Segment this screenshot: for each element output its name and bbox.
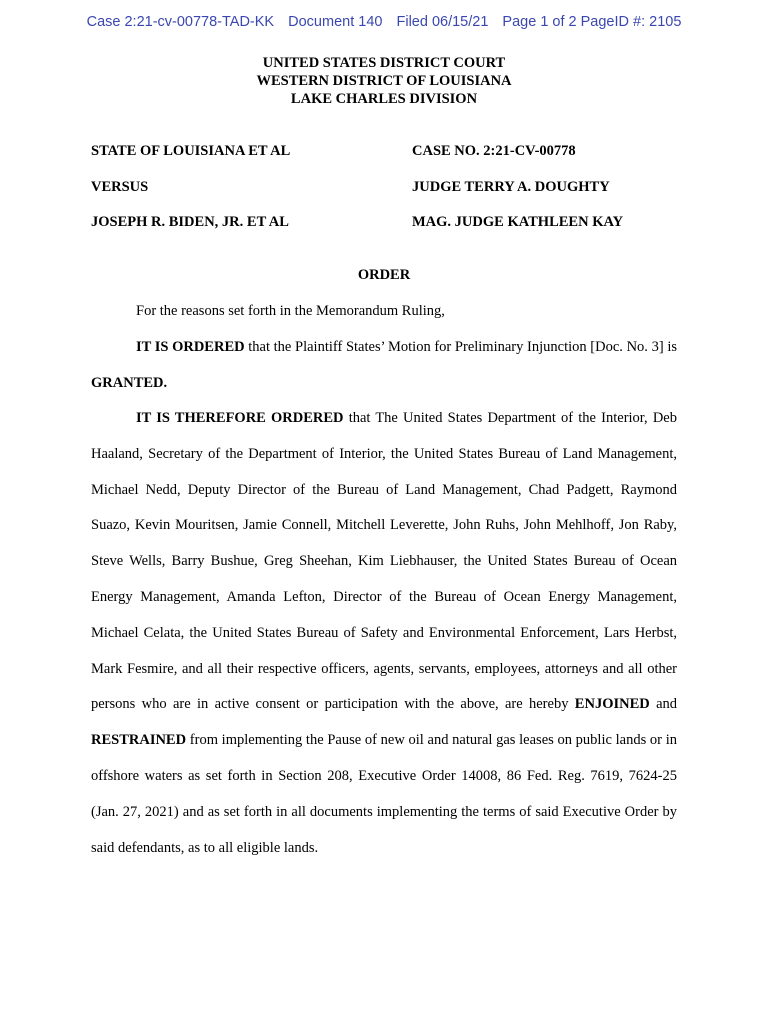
it-is-therefore-ordered-label: IT IS THEREFORE ORDERED	[136, 410, 344, 426]
caption-magistrate-judge: MAG. JUDGE KATHLEEN KAY	[412, 214, 624, 230]
case-number-stamp: Case 2:21-cv-00778-TAD-KK	[86, 14, 275, 30]
order-paragraph-3	[91, 401, 677, 866]
page-id-stamp: Page 1 of 2 PageID #: 2105	[502, 14, 682, 30]
order-paragraph-2	[91, 330, 677, 402]
order-title: ORDER	[357, 267, 411, 283]
it-is-ordered-label: IT IS ORDERED	[136, 339, 245, 355]
granted-label: GRANTED.	[91, 374, 168, 391]
order-paragraph-1	[91, 294, 677, 330]
caption-defendant: JOSEPH R. BIDEN, JR. ET AL	[91, 214, 289, 230]
paragraph-3-text-c: from implementing the Pause of new oil and natural gas leases on public lands or in offshore waters as set forth in Section 208, Executive Order 14008, 86 Fed. Reg. 7619, 7624-25 (Jan. 27, 2021) and as set forth in all documents implementing the terms of said Executive Order by said defendants, as to all eligible lands.	[91, 732, 677, 856]
ecf-filing-header	[0, 14, 768, 30]
caption-judge: JUDGE TERRY A. DOUGHTY	[412, 179, 610, 195]
paragraph-1-text: For the reasons set forth in the Memorandum Ruling,	[136, 303, 445, 319]
caption-case-number: CASE NO. 2:21-CV-00778	[412, 143, 576, 159]
caption-versus: VERSUS	[91, 179, 149, 195]
paragraph-3-text-b: and	[649, 696, 678, 713]
restrained-label: RESTRAINED	[91, 732, 187, 749]
paragraph-3-text-a: that The United States Department of the Interior, Deb Haaland, Secretary of the Department of Interior, the United States Bureau of Land Management, Michael Nedd, Deputy Director of the Bureau of Land Management, Chad Padgett, Raymond Suazo, Kevin Mouritsen, Jamie Connell, Mitchell Leverette, John Ruhs, John Mehlhoff, Jon Raby, Steve Wells, Barry Bushue, Greg Sheehan, Kim Liebhauser, the United States Bureau of Ocean Energy Management, Amanda Lefton, Director of the Bureau of Ocean Energy Management, Michael Celata, the United States Bureau of Safety and Environmental Enforcement, Lars Herbst, Mark Fesmire, and all their respective officers, agents, servants, employees, attorneys and all other persons who are in active consent or participation with the above, are hereby	[91, 410, 677, 713]
enjoined-label: ENJOINED	[574, 696, 650, 713]
court-heading	[0, 54, 768, 108]
court-district: WESTERN DISTRICT OF LOUISIANA	[256, 73, 512, 89]
court-division: LAKE CHARLES DIVISION	[290, 91, 478, 107]
caption-plaintiff: STATE OF LOUISIANA ET AL	[91, 143, 291, 159]
filed-date-stamp: Filed 06/15/21	[396, 14, 489, 30]
document-number-stamp: Document 140	[288, 14, 383, 30]
court-name: UNITED STATES DISTRICT COURT	[262, 55, 506, 71]
paragraph-2-text: that the Plaintiff States’ Motion for Preliminary Injunction [Doc. No. 3] is	[244, 339, 677, 355]
